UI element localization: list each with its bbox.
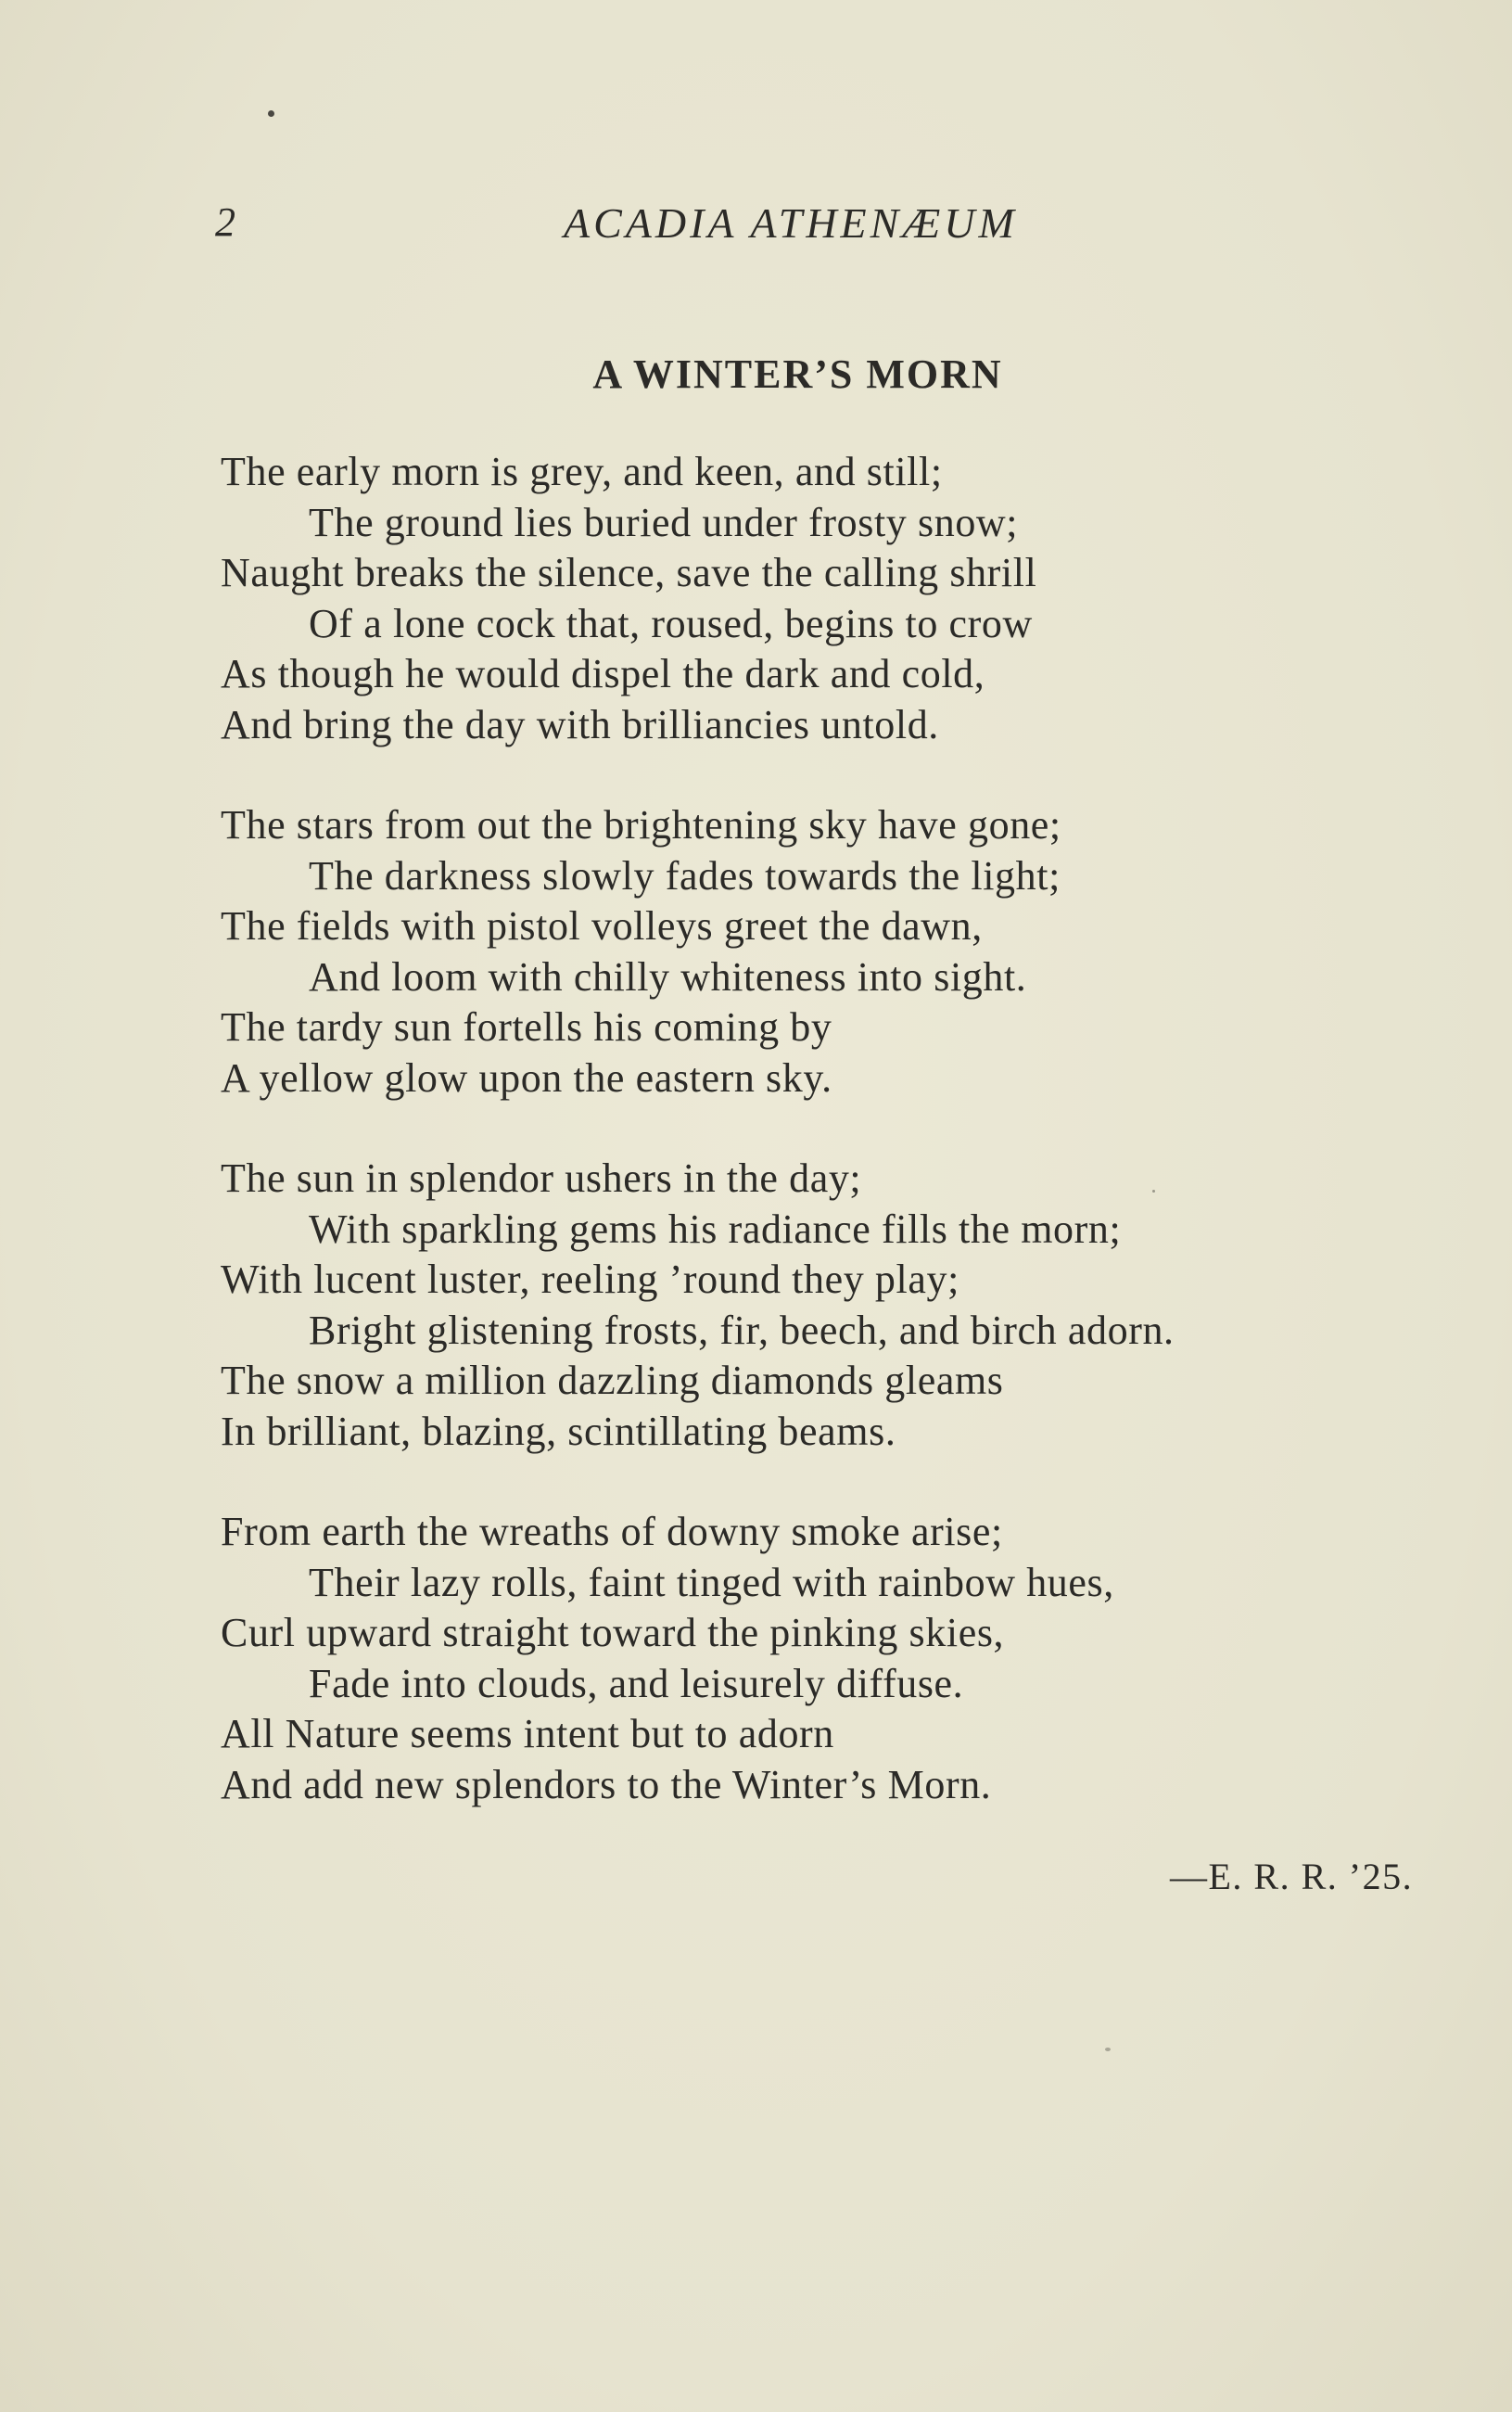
poem-line: The sun in splendor ushers in the day;	[221, 1155, 862, 1201]
poem-line: The ground lies buried under frosty snow;	[309, 499, 1019, 545]
poem-line: With sparkling gems his radiance fills the morn;	[309, 1206, 1122, 1252]
stanza-1	[221, 447, 1463, 750]
poem-line: Their lazy rolls, faint tinged with rainbow hues,	[309, 1559, 1114, 1605]
poem-line: And add new splendors to the Winter’s Morn.	[221, 1761, 992, 1807]
poem-line: The early morn is grey, and keen, and still;	[221, 449, 943, 494]
poem-line: Fade into clouds, and leisurely diffuse.	[309, 1660, 964, 1706]
poem-line: The tardy sun fortells his coming by	[221, 1004, 832, 1050]
poem-line: Bright glistening frosts, fir, beech, and birch adorn.	[309, 1307, 1175, 1353]
poem-line: And loom with chilly whiteness into sight.	[309, 953, 1027, 1000]
poem-line: The darkness slowly fades towards the light;	[309, 852, 1061, 899]
poem-line: Of a lone cock that, roused, begins to crow	[309, 600, 1033, 646]
poem-body	[221, 447, 1463, 1860]
poem-line: Curl upward straight toward the pinking skies,	[221, 1610, 1005, 1655]
page-number: 2	[215, 199, 235, 245]
poem-line: From earth the wreaths of downy smoke arise;	[221, 1509, 1003, 1554]
poem-title: A WINTER’S MORN	[592, 351, 1003, 397]
poem-line: All Nature seems intent but to adorn	[221, 1711, 834, 1756]
poem-line: A yellow glow upon the eastern sky.	[221, 1054, 832, 1101]
poem-line: The fields with pistol volleys greet the dawn,	[221, 903, 983, 949]
journal-title: ACADIA ATHENÆUM	[564, 199, 1018, 247]
poem-line: The snow a million dazzling diamonds gleams	[221, 1358, 1004, 1403]
poem-line: The stars from out the brightening sky have gone;	[221, 802, 1061, 848]
ink-speck	[1105, 2048, 1111, 2051]
stanza-4	[221, 1507, 1463, 1810]
poem-line: In brilliant, blazing, scintillating beams.	[221, 1408, 896, 1454]
stanza-3	[221, 1154, 1463, 1457]
poem-line: And bring the day with brilliancies untold.	[221, 701, 939, 747]
poem-line: Naught breaks the silence, save the calling shrill	[221, 550, 1037, 595]
poem-line: With lucent luster, reeling ’round they play;	[221, 1257, 959, 1302]
running-head	[0, 198, 1512, 254]
ink-speck	[268, 110, 274, 117]
stanza-2	[221, 800, 1463, 1104]
author-signature: —E. R. R. ’25.	[1170, 1856, 1414, 1897]
poem-line: As though he would dispel the dark and cold,	[221, 651, 985, 696]
